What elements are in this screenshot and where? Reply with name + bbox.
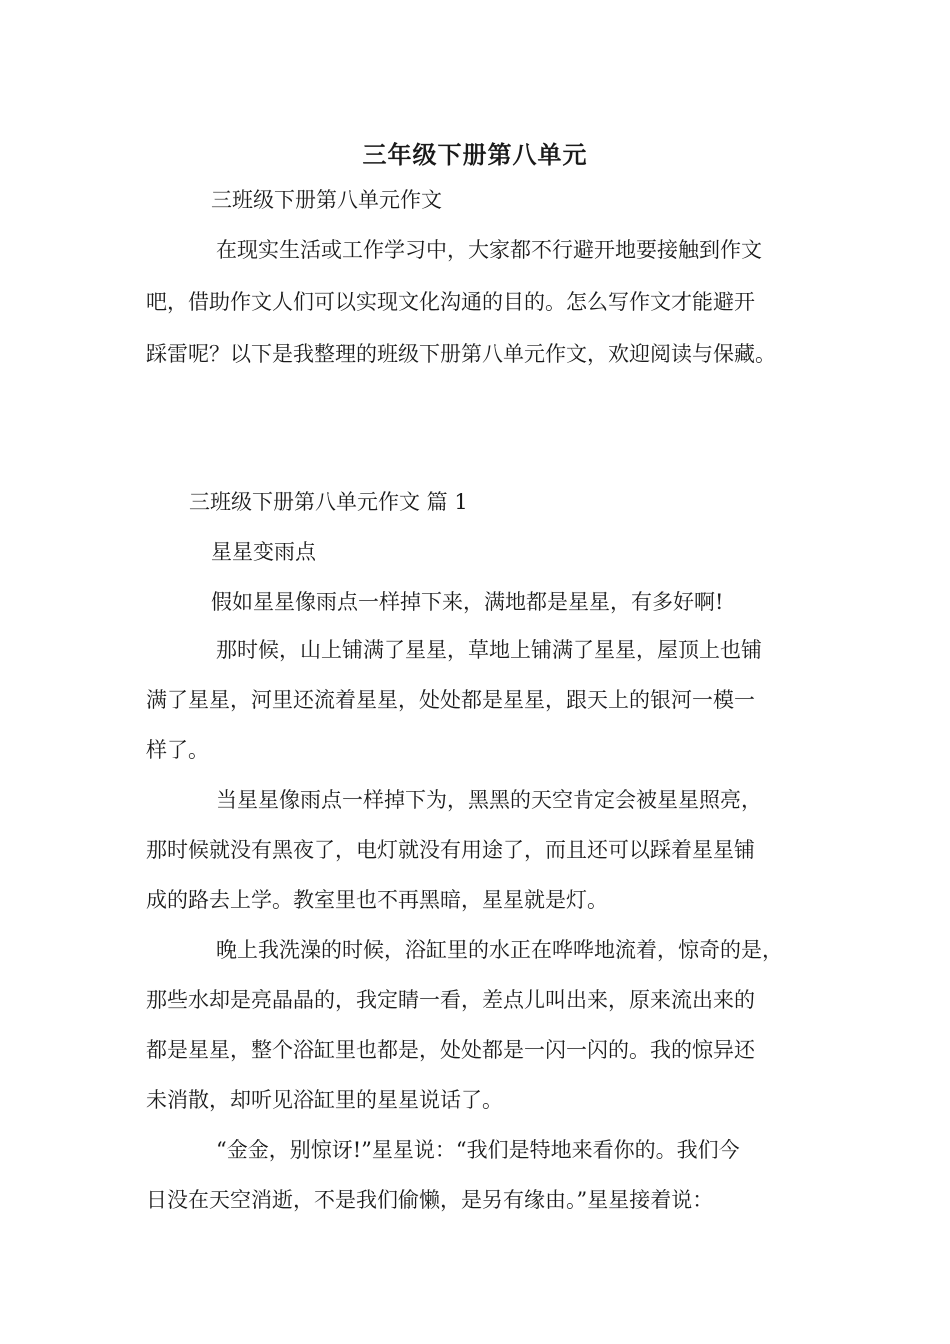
paragraph-line: 都是星星，整个浴缸里也都是，处处都是一闪一闪的。我的惊异还: [146, 1038, 755, 1062]
document-subtitle: 三班级下册第八单元作文: [211, 188, 442, 212]
paragraph-line: 假如星星像雨点一样掉下来，满地都是星星，有多好啊!: [211, 590, 724, 614]
paragraph-line: 满了星星，河里还流着星星，处处都是星星，跟天上的银河一模一: [146, 688, 755, 712]
paragraph-line: 那时候就没有黑夜了，电灯就没有用途了，而且还可以踩着星星铺: [146, 838, 755, 862]
paragraph-line: 未消散，却听见浴缸里的星星说话了。: [146, 1088, 503, 1112]
intro-line: 在现实生活或工作学习中，大家都不行避开地要接触到作文: [216, 238, 762, 262]
document-title: 三年级下册第八单元: [362, 140, 588, 169]
section-heading: 三班级下册第八单元作文 篇 1: [189, 490, 468, 514]
paragraph-line: 样了。: [146, 738, 209, 762]
paragraph-line: 那时候，山上铺满了星星，草地上铺满了星星，屋顶上也铺: [216, 638, 762, 662]
intro-line: 踩雷呢？以下是我整理的班级下册第八单元作文，欢迎阅读与保藏。: [146, 342, 776, 366]
paragraph-line: 成的路去上学。教室里也不再黑暗，星星就是灯。: [146, 888, 608, 912]
paragraph-line: 日没在天空消逝，不是我们偷懒，是另有缘由。”星星接着说：: [146, 1188, 714, 1212]
paragraph-line: 那些水却是亮晶晶的，我定睛一看，差点儿叫出来，原来流出来的: [146, 988, 755, 1012]
paragraph-line: 当星星像雨点一样掉下为，黑黑的天空肯定会被星星照亮，: [216, 788, 762, 812]
paragraph-line: “金金，别惊讶!”星星说：“我们是特地来看你的。我们今: [216, 1138, 740, 1162]
intro-line: 吧，借助作文人们可以实现文化沟通的目的。怎么写作文才能避开: [146, 290, 755, 314]
essay-title: 星星变雨点: [211, 540, 316, 564]
paragraph-line: 晚上我洗澡的时候，浴缸里的水正在哗哗地流着，惊奇的是，: [216, 938, 783, 962]
